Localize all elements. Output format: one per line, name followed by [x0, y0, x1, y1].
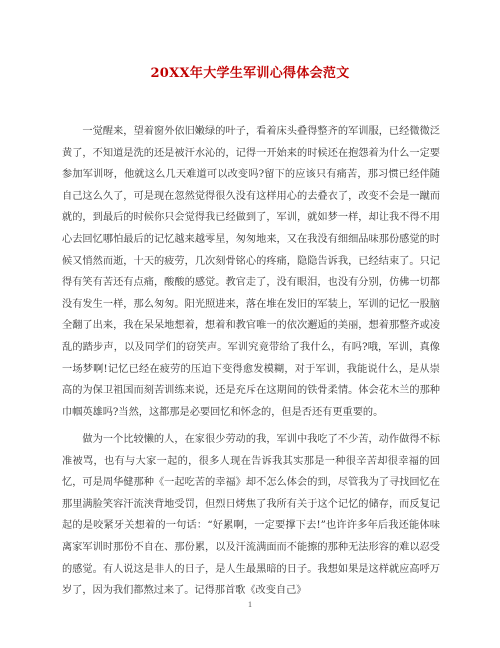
paragraph-2: 做为一个比较懒的人，在家很少劳动的我，军训中我吃了不少苦，动作做得不标准被骂，也有与大家一起的，很多人现在告诉我其实那是一种很辛苦却很幸福的回忆，可是周华健那种《一起吃苦的幸福》却不怎么体会的到，尽管我为了寻找回忆在那里满脸笑容汗流浃背地受罚，但烈日烤焦了我所有关于这个记忆的储存，而反复记起的是咬紧牙关想着的一句话：“好累啊，一定要撑下去!”也许许多年后我还能体味离家军训时那份不自在、那份累，以及汗流满面而不能擦的那种无法形容的难以忍受的感觉。有人说这是非人的日子，是人生最黑暗的日子。我想如果是这样就应高呼万岁了，因为我们都熬过来了。记得那首歌《改变自己》 — [62, 434, 440, 597]
document-title: 20XX年大学生军训心得体会范文 — [150, 66, 350, 81]
page-number: 1 — [248, 600, 252, 609]
paragraph-1: 一觉醒来，望着窗外依旧嫩绿的叶子，看着床头叠得整齐的军训服，已经微微泛黄了，不知道是洗的还是被汗水沁的，记得一开始来的时候还在抱怨着为什么一定要参加军训呀，他就这么几天难道可以改变吗?留下的应该只有痛苦，那习惯已经伴随自己这么久了，可是现在忽然觉得很久没有这样用心的去叠衣了，改变不会是一蹴而就的，到最后的时候你只会觉得我已经做到了，军训，就如梦一样，却让我不得不用心去回忆哪怕最后的记忆越来越零星，匆匆地来，又在我没有细细品味那份感觉的时候又悄然而逝，十天的疲劳，几次刻骨铭心的疼痛，隐隐告诉我，已经结束了。只记得有笑有苦还有点痛，酸酸的感觉。教官走了，没有眼泪，也没有分别，仿佛一切都没有发生一样，那么匆匆。阳光照进来，落在堆在发旧的军装上，军训的记忆一股脑全翻了出来，我在呆呆地想着，想着和教官唯一的依次邂逅的美丽，想着那整齐或凌乱的踏步声，以及同学们的窃笑声。军训究竟带给了我什么，有吗?哦，军训，真像一场梦啊!记忆已经在疲劳的压迫下变得愈发模糊，对于军训，我能说什么，是从崇高的为保卫祖国而刻苦训练来说，还是充斥在这期间的铁骨柔情。体会花木兰的那种巾帼英雄吗?当然，这都那是必要回忆和怀念的，但是否还有更重要的。 — [62, 126, 440, 418]
